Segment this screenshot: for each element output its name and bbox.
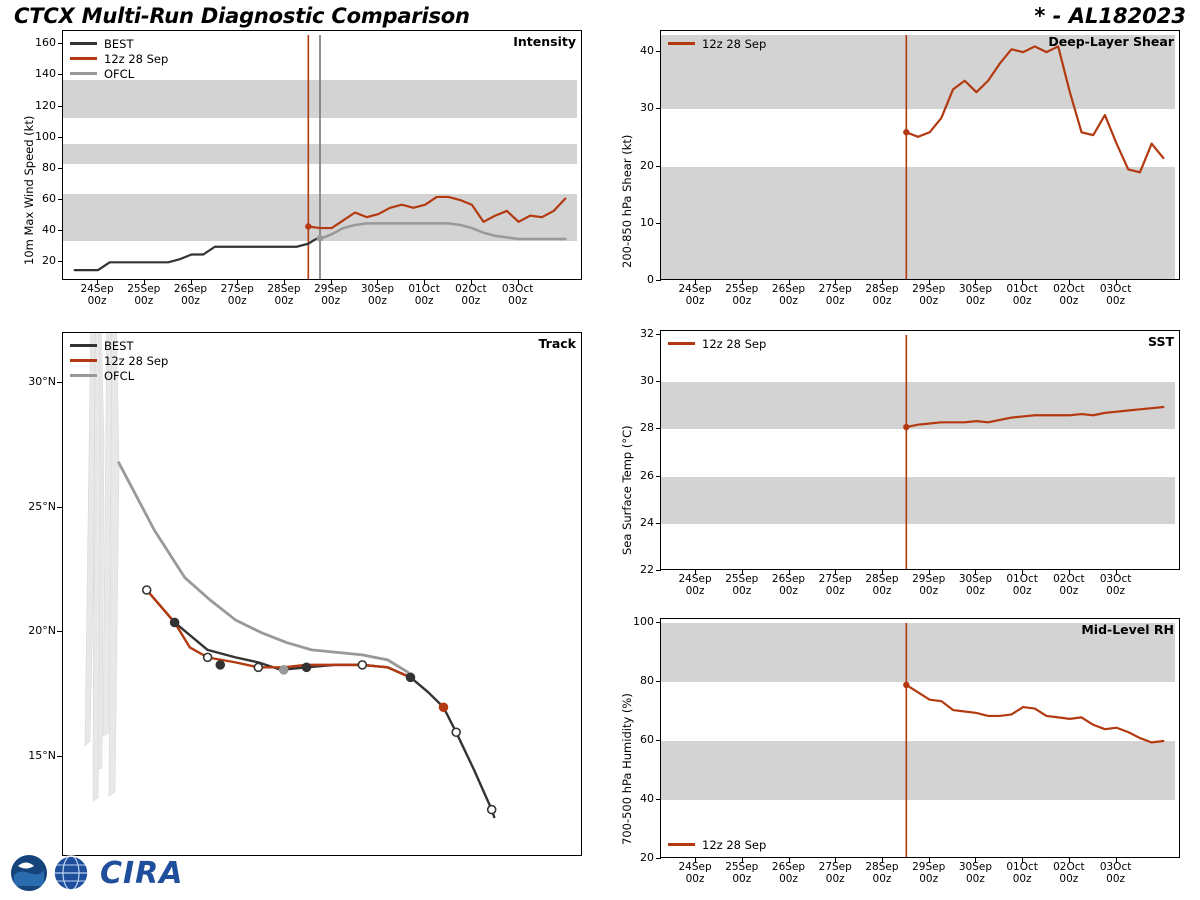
sst-x-tick-label: 03Oct 00z	[1099, 573, 1132, 597]
rh-line-12z-28-sep	[906, 685, 1163, 743]
legend-item-ofcl-track	[70, 368, 168, 383]
track-position-marker	[488, 806, 496, 814]
intensity-x-tick-label: 28Sep 00z	[267, 283, 301, 307]
intensity-x-tick-label: 25Sep 00z	[127, 283, 161, 307]
rh-y-tickmark	[656, 858, 661, 859]
intensity-x-tick-label: 03Oct 00z	[501, 283, 534, 307]
shear-x-tick-label: 03Oct 00z	[1099, 283, 1132, 307]
sst-y-tickmark	[656, 381, 661, 382]
intensity-y-tickmark	[58, 106, 63, 107]
track-position-marker	[171, 618, 179, 626]
shear-x-tick-label: 29Sep 00z	[912, 283, 946, 307]
storm-id-label: * - AL182023	[1034, 4, 1186, 28]
legend-label-ofcl: OFCL	[104, 66, 135, 81]
legend-label-rh-forecast: 12z 28 Sep	[702, 837, 767, 852]
intensity-y-tick-label: 140	[35, 67, 56, 81]
intensity-y-tick-label: 160	[35, 36, 56, 50]
sst-y-tick-label: 32	[640, 327, 654, 340]
track-position-marker	[407, 673, 415, 681]
logo-bar	[8, 852, 184, 894]
rh-x-tick-label: 27Sep 00z	[818, 861, 852, 885]
rh-y-tick-label: 20	[640, 851, 654, 864]
shear-plot-area	[660, 30, 1180, 280]
shear-line-12z-28-sep	[906, 46, 1163, 172]
rh-y-tickmark	[656, 681, 661, 682]
rh-series-svg	[661, 619, 1180, 858]
intensity-y-axis-label: 10m Max Wind Speed (kt)	[22, 115, 36, 265]
intensity-y-tick-label: 60	[42, 192, 56, 206]
rh-x-tick-label: 25Sep 00z	[725, 861, 759, 885]
intensity-x-tick-label: 26Sep 00z	[173, 283, 208, 307]
legend-item-ofcl	[70, 66, 168, 81]
sst-panel	[660, 330, 1180, 570]
rh-y-tickmark	[656, 622, 661, 623]
intensity-x-tick-label: 02Oct 00z	[455, 283, 487, 307]
intensity-y-tickmark	[58, 74, 63, 75]
track-y-tickmark	[57, 631, 63, 632]
shear-y-tick-label: 10	[640, 215, 654, 229]
rh-panel	[660, 618, 1180, 858]
intensity-y-tickmark	[58, 230, 63, 231]
intensity-x-tick-label: 27Sep 00z	[220, 283, 254, 307]
intensity-y-tick-label: 100	[35, 129, 56, 143]
legend-label-best-track: BEST	[104, 338, 134, 353]
intensity-y-tick-label: 20	[42, 254, 56, 268]
legend-label-ofcl-track: OFCL	[104, 368, 135, 383]
track-y-tick-label: 30°N	[28, 374, 56, 388]
sst-line-12z-28-sep	[906, 407, 1163, 427]
track-series-svg	[63, 333, 582, 856]
track-position-marker	[143, 586, 151, 594]
legend-swatch-rh-forecast	[668, 843, 695, 846]
intensity-x-tick-label: 29Sep 00z	[314, 283, 348, 307]
sst-legend	[668, 336, 766, 351]
sst-y-tick-label: 30	[640, 374, 654, 388]
legend-item-rh-forecast	[668, 837, 766, 852]
sst-x-tick-label: 01Oct 00z	[1006, 573, 1038, 597]
rh-y-tick-label: 100	[633, 615, 654, 628]
sst-y-tickmark	[656, 428, 661, 429]
track-panel-label: Track	[538, 336, 576, 351]
track-position-marker	[280, 666, 288, 674]
shear-panel	[660, 30, 1180, 280]
track-y-tickmark	[57, 756, 63, 757]
legend-item-shear-forecast	[668, 36, 766, 51]
rh-y-tickmark	[656, 799, 661, 800]
track-panel	[62, 332, 582, 856]
noaa-logo-icon	[8, 852, 50, 894]
page-title: CTCX Multi-Run Diagnostic Comparison	[14, 4, 470, 28]
sst-plot-area	[660, 330, 1180, 570]
shear-y-tickmark	[656, 223, 661, 224]
sst-x-tick-label: 27Sep 00z	[818, 573, 852, 597]
legend-swatch-forecast-track	[70, 359, 97, 362]
shear-y-tick-label: 30	[640, 101, 654, 115]
shear-y-tickmark	[656, 280, 661, 281]
shear-x-tick-label: 30Sep 00z	[958, 283, 992, 307]
legend-item-best-track	[70, 338, 168, 353]
sst-x-tick-label: 28Sep 00z	[865, 573, 899, 597]
rh-x-tick-label: 30Sep 00z	[958, 861, 992, 885]
shear-y-axis-label: 200-850 hPa Shear (kt)	[620, 134, 634, 268]
intensity-y-tickmark	[58, 137, 63, 138]
intensity-y-tickmark	[58, 168, 63, 169]
track-position-marker	[358, 661, 366, 669]
track-legend	[70, 338, 168, 383]
rh-x-tick-label: 26Sep 00z	[771, 861, 806, 885]
rh-y-tickmark	[656, 740, 661, 741]
cira-globe-icon	[50, 852, 96, 894]
track-position-marker	[452, 728, 460, 736]
cira-logo-text: CIRA	[100, 855, 184, 891]
legend-swatch-forecast	[70, 57, 97, 60]
intensity-x-tick-label: 30Sep 00z	[360, 283, 394, 307]
rh-x-tick-label: 29Sep 00z	[912, 861, 946, 885]
sst-x-tick-label: 29Sep 00z	[912, 573, 946, 597]
rh-legend	[668, 837, 766, 852]
track-y-tick-label: 20°N	[28, 624, 56, 638]
rh-y-tick-label: 80	[640, 674, 654, 687]
sst-y-tickmark	[656, 476, 661, 477]
shear-y-tickmark	[656, 108, 661, 109]
legend-swatch-ofcl	[70, 72, 97, 75]
sst-x-tick-label: 30Sep 00z	[958, 573, 992, 597]
track-y-tick-label: 25°N	[28, 499, 56, 513]
intensity-line-ofcl	[320, 223, 565, 239]
intensity-x-tick-label: 01Oct 00z	[408, 283, 440, 307]
intensity-y-tick-label: 120	[35, 98, 56, 112]
legend-item-sst-forecast	[668, 336, 766, 351]
legend-label-shear-forecast: 12z 28 Sep	[702, 36, 767, 51]
intensity-line-best	[75, 239, 316, 270]
rh-panel-label: Mid-Level RH	[1081, 622, 1174, 637]
track-plot-area	[62, 332, 582, 856]
legend-swatch-sst-forecast	[668, 342, 695, 345]
intensity-x-tick-label: 24Sep 00z	[80, 283, 114, 307]
shear-x-tick-label: 02Oct 00z	[1053, 283, 1085, 307]
rh-start-marker	[903, 682, 909, 688]
track-position-marker	[439, 703, 447, 711]
shear-x-tick-label: 28Sep 00z	[865, 283, 899, 307]
intensity-y-tickmark	[58, 43, 63, 44]
intensity-y-tickmark	[58, 261, 63, 262]
shear-y-tick-label: 0	[647, 273, 654, 286]
shear-panel-label: Deep-Layer Shear	[1048, 34, 1174, 49]
shear-y-tickmark	[656, 51, 661, 52]
rh-plot-area	[660, 618, 1180, 858]
track-position-marker	[303, 663, 311, 671]
rh-x-tick-label: 03Oct 00z	[1099, 861, 1132, 885]
intensity-y-tick-label: 40	[42, 223, 56, 237]
sst-y-tick-label: 24	[640, 515, 654, 529]
shear-x-tick-label: 01Oct 00z	[1006, 283, 1038, 307]
sst-y-tickmark	[656, 570, 661, 571]
legend-item-forecast	[70, 51, 168, 66]
legend-label-sst-forecast: 12z 28 Sep	[702, 336, 767, 351]
intensity-legend	[70, 36, 168, 81]
intensity-start-marker	[305, 223, 311, 229]
rh-y-tick-label: 60	[640, 733, 654, 746]
sst-start-marker	[903, 424, 909, 430]
intensity-y-tickmark	[58, 199, 63, 200]
rh-x-tick-label: 24Sep 00z	[678, 861, 712, 885]
intensity-panel-label: Intensity	[513, 34, 576, 49]
rh-y-tick-label: 40	[640, 792, 654, 805]
legend-item-best	[70, 36, 168, 51]
track-line-ofcl	[119, 463, 408, 673]
shear-series-svg	[661, 31, 1180, 280]
sst-series-svg	[661, 331, 1180, 570]
sst-x-tick-label: 24Sep 00z	[678, 573, 712, 597]
track-y-tickmark	[57, 382, 63, 383]
sst-panel-label: SST	[1148, 334, 1174, 349]
sst-x-tick-label: 26Sep 00z	[771, 573, 806, 597]
track-y-tickmark	[57, 507, 63, 508]
sst-y-tick-label: 28	[640, 421, 654, 435]
legend-swatch-ofcl-track	[70, 374, 97, 377]
rh-y-axis-label: 700-500 hPa Humidity (%)	[620, 693, 634, 845]
sst-y-tick-label: 22	[640, 563, 654, 576]
rh-x-tick-label: 01Oct 00z	[1006, 861, 1038, 885]
legend-label-best: BEST	[104, 36, 134, 51]
sst-y-axis-label: Sea Surface Temp (°C)	[620, 425, 634, 555]
legend-item-forecast-track	[70, 353, 168, 368]
legend-swatch-best	[70, 42, 97, 45]
shear-x-tick-label: 27Sep 00z	[818, 283, 852, 307]
shear-legend	[668, 36, 766, 51]
shear-x-tick-label: 24Sep 00z	[678, 283, 712, 307]
shear-y-tickmark	[656, 166, 661, 167]
rh-x-tick-label: 02Oct 00z	[1053, 861, 1085, 885]
intensity-panel	[62, 30, 582, 280]
track-position-marker	[204, 653, 212, 661]
shear-y-tick-label: 20	[640, 158, 654, 172]
sst-y-tickmark	[656, 523, 661, 524]
legend-swatch-best-track	[70, 344, 97, 347]
legend-label-forecast: 12z 28 Sep	[104, 51, 169, 66]
shear-y-tick-label: 40	[640, 44, 654, 58]
sst-x-tick-label: 25Sep 00z	[725, 573, 759, 597]
rh-x-tick-label: 28Sep 00z	[865, 861, 899, 885]
shear-x-tick-label: 25Sep 00z	[725, 283, 759, 307]
sst-x-tick-label: 02Oct 00z	[1053, 573, 1085, 597]
sst-y-tick-label: 26	[640, 468, 654, 482]
shear-x-tick-label: 26Sep 00z	[771, 283, 806, 307]
shear-start-marker	[903, 129, 909, 135]
intensity-ofcl-start-marker	[317, 235, 324, 242]
legend-swatch-shear-forecast	[668, 42, 695, 45]
legend-label-forecast-track: 12z 28 Sep	[104, 353, 169, 368]
track-position-marker	[254, 663, 262, 671]
sst-y-tickmark	[656, 334, 661, 335]
intensity-y-tick-label: 80	[42, 160, 56, 174]
track-position-marker	[216, 661, 224, 669]
track-y-tick-label: 15°N	[28, 749, 56, 763]
